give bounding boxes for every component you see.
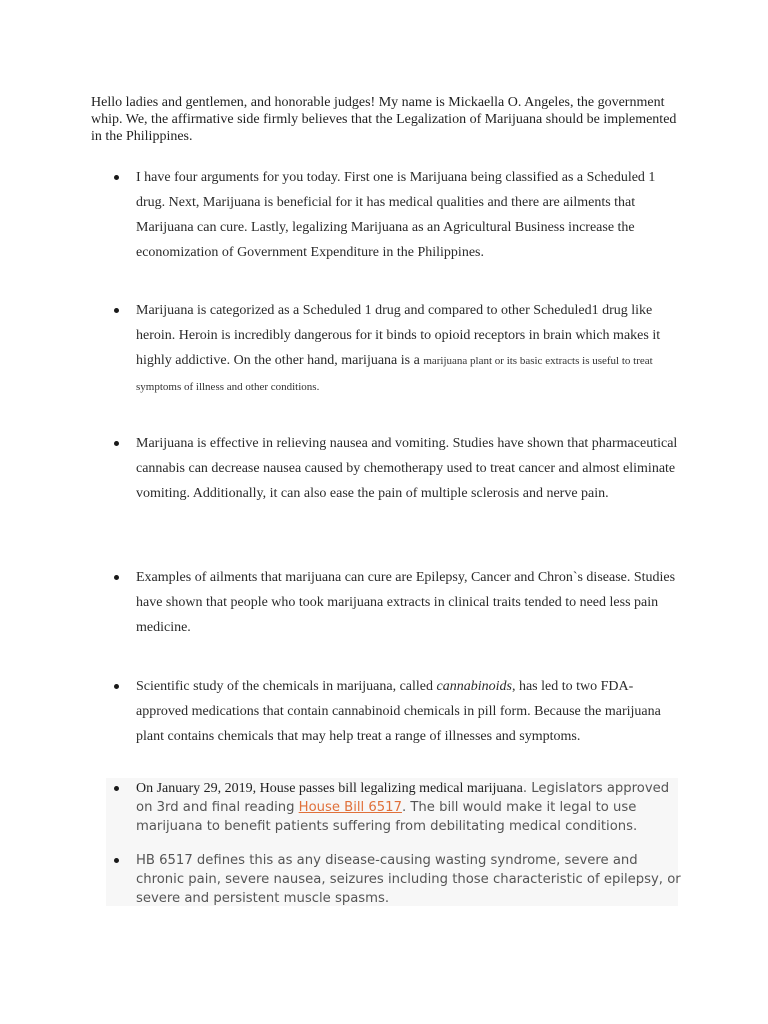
list-item (136, 565, 682, 640)
bullet-icon (114, 175, 119, 180)
news-text-before: . Legislators approved on 3rd and final reading (136, 781, 670, 815)
list-item (136, 298, 682, 400)
bullet-icon (114, 441, 119, 446)
list-item (136, 674, 682, 749)
list-item (136, 779, 682, 836)
bullet-icon (114, 786, 119, 791)
cannabinoids-italic: cannabinoids (436, 679, 512, 694)
bullet-icon (114, 575, 119, 580)
argument-overview-text: I have four arguments for you today. First one is Marijuana being classified as a Scheduled 1 drug. Next, Marijuana is beneficial for it has medical qualities and there are ailments that Marijuana can cure. Lastly, legalizing Marijuana as an Agricultural Business increase the economization of Government Expenditure in the Philippines. (136, 170, 656, 260)
list-item (136, 851, 682, 908)
house-bill-link[interactable]: House Bill 6517 (298, 800, 402, 815)
list-item (136, 431, 682, 506)
bullet-icon (114, 308, 119, 313)
bullet-icon (114, 858, 119, 863)
bullet-icon (114, 684, 119, 689)
news-headline: On January 29, 2019, House passes bill legalizing medical marijuana (136, 781, 523, 796)
intro-paragraph: Hello ladies and gentlemen, and honorable judges! My name is Mickaella O. Angeles, the government whip. We, the affirmative side firmly believes that the Legalization of Marijuana should be implemented in the Philippines. (91, 95, 677, 144)
scheduled-drug-small-text: marijuana plant or its basic extracts is useful to treat symptoms of illness and other conditions. (136, 355, 653, 393)
list-item (136, 165, 682, 265)
hb6517-definition-text: HB 6517 defines this as any disease-causing wasting syndrome, severe and chronic pain, severe nausea, seizures including those characteristic of epilepsy, or severe and persistent muscle spasms. (136, 853, 681, 906)
news-text-after: . The bill would make it legal to use marijuana to benefit patients suffering from debilitating medical conditions. (136, 800, 638, 834)
cannabinoids-text-after: , has led to two FDA-approved medications that contain cannabinoid chemicals in pill form. Because the marijuana plant contains chemicals that may help treat a range of illnesses and symptoms. (136, 679, 661, 744)
nausea-relief-text: Marijuana is effective in relieving nausea and vomiting. Studies have shown that pharmaceutical cannabis can decrease nausea caused by chemotherapy used to treat cancer and almost eliminate vomiting. Additionally, it can also ease the pain of multiple sclerosis and nerve pain. (136, 436, 678, 501)
cannabinoids-text-before: Scientific study of the chemicals in marijuana, called (136, 679, 437, 694)
ailments-text: Examples of ailments that marijuana can cure are Epilepsy, Cancer and Chron`s disease. Studies have shown that people who took marijuana extracts in clinical traits tended to need less pain medicine. (136, 570, 676, 635)
scheduled-drug-text: Marijuana is categorized as a Scheduled 1 drug and compared to other Scheduled1 drug like heroin. Heroin is incredibly dangerous for it binds to opioid receptors in brain which makes it highly addictive. On the other hand, marijuana is a (136, 303, 661, 368)
